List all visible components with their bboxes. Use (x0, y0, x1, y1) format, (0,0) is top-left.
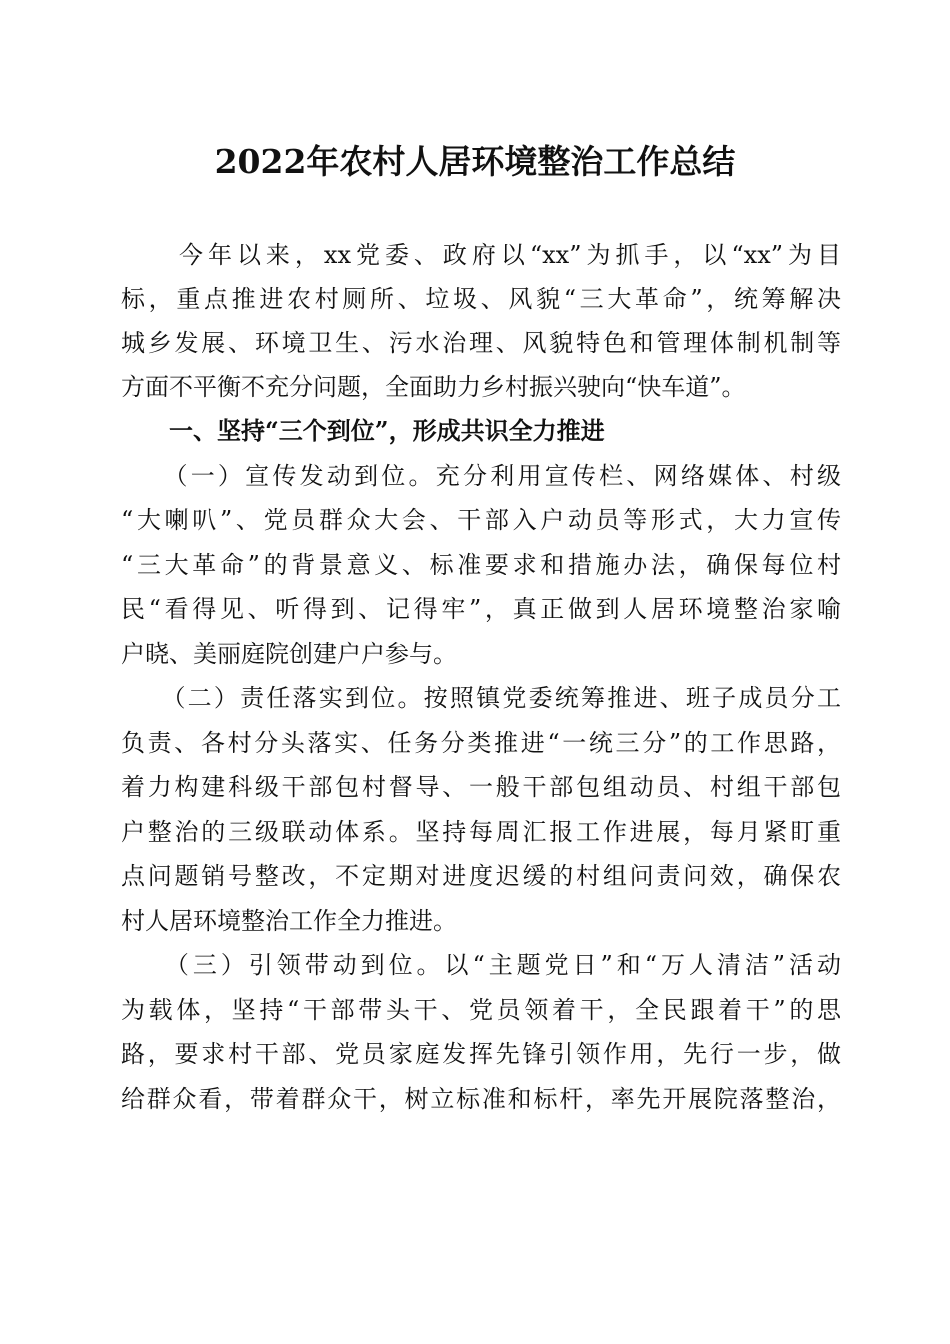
paragraph-line: 负责、各村分头落实、任务分类推进“一统三分”的工作思路， (121, 729, 841, 757)
paragraph-line: “大喇叭”、党员群众大会、干部入户动员等形式，大力宣传 (121, 506, 841, 534)
paragraph-line: 今年以来，xx党委、政府以“xx”为抓手，以“xx”为目 (121, 241, 841, 269)
paragraph-line: 村人居环境整治工作全力推进。 (121, 907, 457, 935)
paragraph-line: 户整治的三级联动体系。坚持每周汇报工作进展，每月紧盯重 (121, 818, 841, 846)
section-heading: 一、坚持“三个到位”，形成共识全力推进 (121, 416, 605, 445)
paragraph-line: 方面不平衡不充分问题，全面助力乡村振兴驶向“快车道”。 (121, 373, 746, 401)
paragraph-line: 城乡发展、环境卫生、污水治理、风貌特色和管理体制机制等 (121, 329, 841, 357)
paragraph-line: 户晓、美丽庭院创建户户参与。 (121, 640, 457, 668)
paragraph-line: 民“看得见、听得到、记得牢”，真正做到人居环境整治家喻 (121, 595, 841, 623)
paragraph-line: （一）宣传发动到位。充分利用宣传栏、网络媒体、村级 (121, 462, 841, 490)
paragraph-line: （二）责任落实到位。按照镇党委统筹推进、班子成员分工 (121, 684, 841, 712)
paragraph-line: 点问题销号整改，不定期对进度迟缓的村组问责问效，确保农 (121, 862, 841, 890)
paragraph-line: 着力构建科级干部包村督导、一般干部包组动员、村组干部包 (121, 773, 841, 801)
paragraph-line: 给群众看，带着群众干，树立标准和标杆，率先开展院落整治， (121, 1085, 841, 1113)
paragraph-line: “三大革命”的背景意义、标准要求和措施办法，确保每位村 (121, 551, 841, 579)
paragraph-line: 路，要求村干部、党员家庭发挥先锋引领作用，先行一步，做 (121, 1040, 841, 1068)
paragraph-line: 为载体，坚持“干部带头干、党员领着干，全民跟着干”的思 (121, 996, 841, 1024)
document-title: 2022年农村人居环境整治工作总结 (214, 142, 736, 181)
paragraph-line: （三）引领带动到位。以“主题党日”和“万人清洁”活动 (121, 951, 841, 979)
paragraph-line: 标，重点推进农村厕所、垃圾、风貌“三大革命”，统筹解决 (121, 285, 841, 313)
